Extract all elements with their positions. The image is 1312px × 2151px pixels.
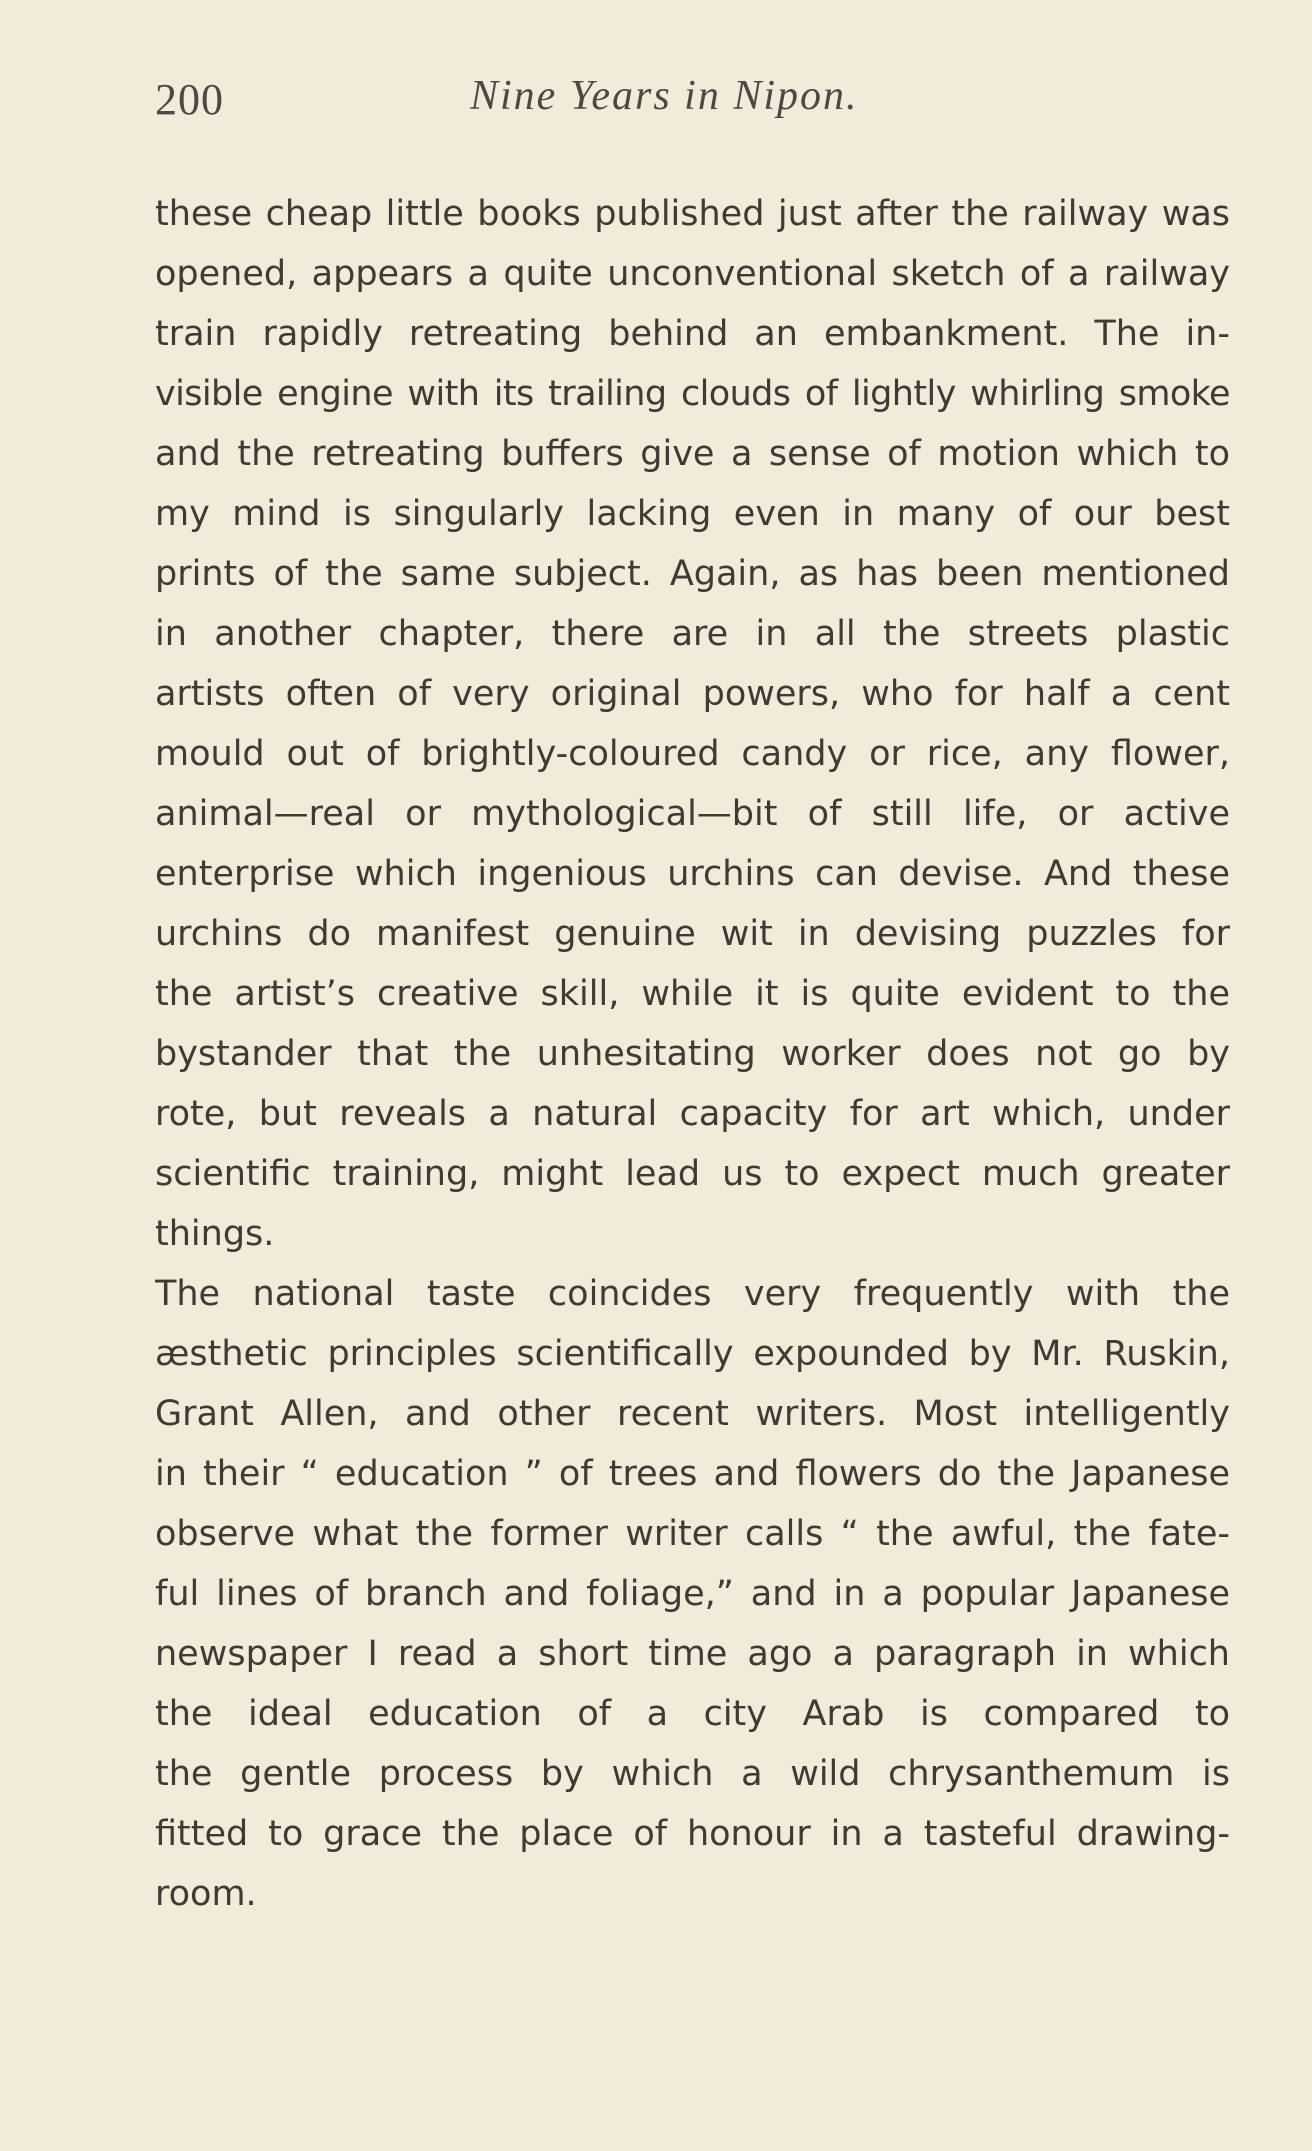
text-line: artists often of very original powers, who for half a cent bbox=[155, 674, 1230, 714]
paragraph-end-line: things. bbox=[155, 1214, 275, 1254]
text-line: bystander that the unhesitating worker does not go by bbox=[155, 1034, 1230, 1074]
text-line: train rapidly retreating behind an embankment. The in- bbox=[155, 314, 1230, 354]
text-line: and the retreating buffers give a sense of motion which to bbox=[155, 434, 1230, 474]
text-line: prints of the same subject. Again, as has been mentioned bbox=[155, 554, 1230, 594]
text-line: my mind is singularly lacking even in many of our best bbox=[155, 494, 1230, 534]
text-line: newspaper I read a short time ago a paragraph in which bbox=[155, 1634, 1230, 1674]
text-line: animal—real or mythological—bit of still life, or active bbox=[155, 794, 1230, 834]
text-line: urchins do manifest genuine wit in devising puzzles for bbox=[155, 914, 1230, 954]
text-line: Grant Allen, and other recent writers. Most intelligently bbox=[155, 1394, 1230, 1434]
running-title: Nine Years in Nipon. bbox=[470, 73, 859, 119]
text-line: the ideal education of a city Arab is compared to bbox=[155, 1694, 1230, 1734]
text-line: fitted to grace the place of honour in a tasteful drawing- bbox=[155, 1814, 1230, 1854]
text-line: enterprise which ingenious urchins can devise. And these bbox=[155, 854, 1230, 894]
paragraph-start-line: The national taste coincides very frequently with the bbox=[155, 1274, 1230, 1314]
paragraph-end-line: room. bbox=[155, 1874, 257, 1914]
text-line: these cheap little books published just after the railway was bbox=[155, 194, 1230, 234]
text-line: æsthetic principles scientifically expounded by Mr. Ruskin, bbox=[155, 1334, 1230, 1374]
text-line: rote, but reveals a natural capacity for art which, under bbox=[155, 1094, 1230, 1134]
text-line: in their “ education ” of trees and flowers do the Japanese bbox=[155, 1454, 1230, 1494]
text-line: observe what the former writer calls “ the awful, the fate- bbox=[155, 1514, 1230, 1554]
text-line: visible engine with its trailing clouds of lightly whirling smoke bbox=[155, 374, 1230, 414]
text-line: the gentle process by which a wild chrysanthemum is bbox=[155, 1754, 1230, 1794]
text-line: ful lines of branch and foliage,” and in a popular Japanese bbox=[155, 1574, 1230, 1614]
running-head bbox=[155, 74, 1235, 134]
text-line: the artist’s creative skill, while it is quite evident to the bbox=[155, 974, 1230, 1014]
text-line: scientific training, might lead us to expect much greater bbox=[155, 1154, 1230, 1194]
body-text bbox=[155, 184, 1230, 1924]
text-line: in another chapter, there are in all the streets plastic bbox=[155, 614, 1230, 654]
text-line: opened, appears a quite unconventional sketch of a railway bbox=[155, 254, 1230, 294]
page-number: 200 bbox=[155, 75, 224, 124]
text-line: mould out of brightly-coloured candy or rice, any flower, bbox=[155, 734, 1230, 774]
